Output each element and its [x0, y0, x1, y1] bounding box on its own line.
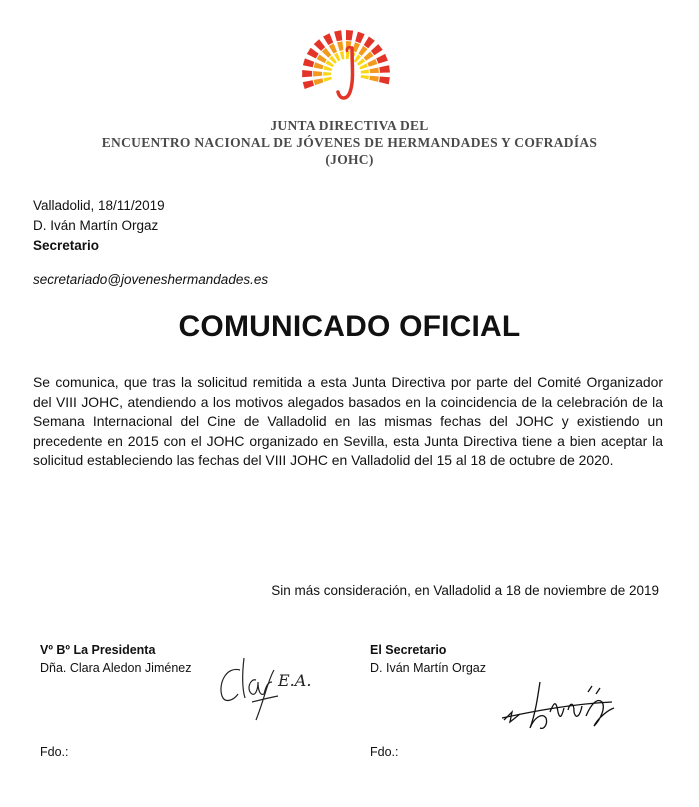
logo-ray: [314, 62, 324, 69]
logo-ray: [370, 67, 379, 73]
logo-ray: [323, 72, 331, 76]
logo-ray: [369, 76, 379, 82]
logo-ray: [364, 36, 375, 48]
logo-ray: [361, 69, 369, 73]
logo-ray: [337, 41, 343, 51]
logo-ray: [322, 48, 332, 58]
logo-ray: [379, 65, 390, 73]
header-line-1: JUNTA DIRECTIVA DEL: [270, 118, 429, 133]
secretary-role: El Secretario: [370, 643, 447, 657]
header-line-2: ENCUENTRO NACIONAL DE JÓVENES DE HERMANDADES Y COFRADÍAS: [101, 135, 598, 150]
place-date: Valladolid, 18/11/2019: [33, 198, 165, 213]
logo-ray: [367, 59, 377, 67]
president-fdo: Fdo.:: [40, 745, 69, 759]
johc-logo: [300, 26, 392, 112]
logo-ray: [329, 43, 337, 53]
logo-ray: [359, 64, 368, 70]
logo-ray: [346, 51, 350, 59]
closing-line: Sin más consideración, en Valladolid a 18 de noviembre de 2019: [271, 583, 659, 598]
secretary-signature-block: [370, 641, 486, 677]
secretary-name: D. Iván Martín Orgaz: [370, 661, 487, 675]
document-title: COMUNICADO OFICIAL: [178, 310, 521, 343]
logo-ray: [346, 30, 353, 40]
logo-ray: [302, 70, 312, 77]
president-handwritten-signature: [212, 640, 312, 730]
logo-ray: [307, 48, 319, 59]
logo-ray: [313, 71, 322, 76]
president-signature-block: [40, 641, 191, 677]
president-role: Vº Bº La Presidenta: [40, 643, 156, 657]
president-signature-initials: E.A.: [278, 671, 312, 690]
secretary-handwritten-signature: [500, 672, 620, 742]
logo-ray: [355, 32, 364, 44]
logo-ray: [303, 80, 314, 89]
sender-email[interactable]: secretariado@joveneshermandades.es: [33, 272, 269, 287]
logo-ray: [323, 77, 332, 82]
logo-ray: [314, 39, 325, 51]
president-name: Dña. Clara Aledon Jiménez: [40, 661, 192, 675]
logo-ray: [361, 75, 369, 79]
header-line-3: (JOHC): [325, 152, 374, 167]
logo-ray: [317, 54, 327, 63]
body-paragraph: Se comunica, que tras la solicitud remitida a esta Junta Directiva por parte del Comité Organizador del VIII JOHC, atendiendo a los motivos alegados basados en la coincidencia de la celebración de la Semana Internacional del Cine de Valladolid en las mismas fechas del JOHC y existiendo un precedente en 2015 con el JOHC organizado en Sevilla, esta Junta Directiva tiene a bien aceptar la solicitud estableciendo las fechas del VIII JOHC en Valladolid del 15 al 18 de octubre de 2020.: [33, 374, 663, 468]
secretary-fdo: Fdo.:: [370, 745, 399, 759]
logo-ray: [334, 30, 342, 41]
logo-ray: [371, 44, 383, 55]
logo-ray: [303, 58, 314, 67]
logo-ray: [364, 52, 374, 61]
logo-ray: [376, 54, 388, 64]
organization-header: [0, 117, 699, 168]
sender-role: Secretario: [33, 238, 100, 253]
logo-ray: [340, 51, 345, 59]
logo-ray: [359, 46, 368, 56]
logo-j-letter: [338, 48, 353, 98]
logo-ray: [314, 78, 324, 85]
sender-name: D. Iván Martín Orgaz: [33, 218, 159, 233]
sender-block: [33, 196, 165, 256]
logo-ray: [323, 33, 333, 45]
logo-ray: [379, 77, 390, 85]
logo-sunburst: [302, 30, 390, 89]
logo-ray: [323, 66, 332, 71]
